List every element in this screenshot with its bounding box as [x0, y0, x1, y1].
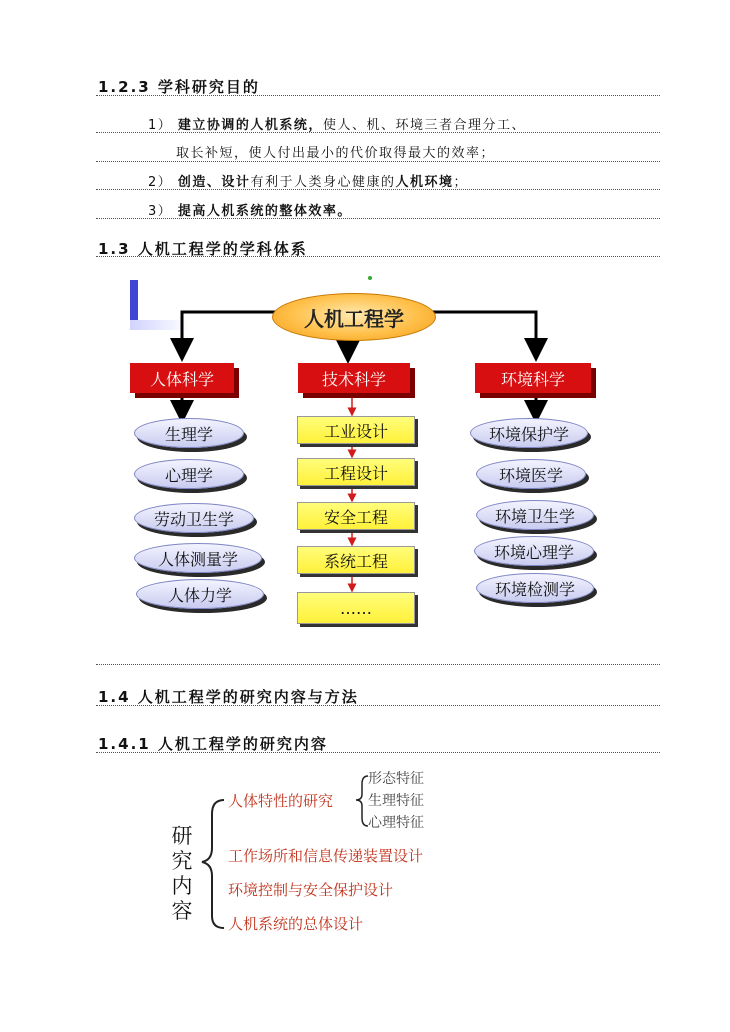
- right-item: 环境医学: [476, 459, 586, 489]
- category-environment-science: 环境科学: [475, 363, 591, 393]
- label-char: 研: [171, 824, 193, 848]
- left-item: 人体测量学: [134, 543, 262, 573]
- list-item-goal-1: [148, 114, 526, 133]
- research-content-label: [170, 824, 194, 924]
- label-char: 容: [171, 899, 193, 923]
- item-bold-text: 人机环境: [395, 175, 454, 190]
- middle-item: 工业设计: [297, 416, 415, 444]
- list-item-goal-1-cont: 取长补短，使人付出最小的代价取得最大的效率；: [176, 146, 496, 161]
- dotted-rule: [96, 218, 660, 219]
- list-item-goal-3: [148, 200, 352, 219]
- item-text: 有利于人类身心健康的: [250, 175, 396, 190]
- item-number: 3）: [148, 204, 173, 219]
- research-item-system: 人机系统的总体设计: [228, 915, 364, 933]
- research-item-environment: 环境控制与安全保护设计: [228, 881, 394, 899]
- left-item: 生理学: [134, 418, 244, 448]
- section-heading-1-4-1: 1.4.1 人机工程学的研究内容: [98, 735, 328, 753]
- item-text: 使人、机、环境三者合理分工、: [322, 118, 526, 133]
- item-bold-text: 建立协调的人机系统，: [177, 118, 323, 133]
- section-heading-1-2-3: 1.2.3 学科研究目的: [98, 78, 260, 96]
- right-item: 环境卫生学: [476, 500, 594, 530]
- sub-item-morphology: 形态特征: [368, 771, 424, 787]
- dotted-rule: [96, 161, 660, 162]
- right-item: 环境检测学: [476, 573, 594, 603]
- left-item: 心理学: [134, 459, 244, 489]
- dotted-rule: [96, 95, 660, 96]
- item-text: ；: [453, 175, 468, 190]
- dotted-rule: [96, 256, 660, 257]
- research-item-human-traits: 人体特性的研究: [228, 792, 334, 810]
- dotted-rule: [96, 132, 660, 133]
- left-item: 劳动卫生学: [134, 503, 254, 533]
- section-heading-1-4: 1.4 人机工程学的研究内容与方法: [98, 688, 359, 706]
- section-heading-1-3: 1.3 人机工程学的学科体系: [98, 240, 308, 258]
- dotted-rule: [96, 189, 660, 190]
- diagram-root-node: 人机工程学: [272, 293, 436, 341]
- list-item-goal-2: [148, 171, 468, 190]
- dotted-rule: [96, 752, 660, 753]
- dotted-rule: [96, 664, 660, 665]
- sub-item-psychology: 心理特征: [368, 815, 424, 831]
- research-item-workplace: 工作场所和信息传递装置设计: [228, 847, 424, 865]
- middle-item: 安全工程: [297, 502, 415, 530]
- item-bold-text: 创造、设计: [177, 175, 251, 190]
- item-number: 2）: [148, 175, 173, 190]
- label-char: 究: [171, 849, 193, 873]
- category-human-science: 人体科学: [130, 363, 234, 393]
- sub-item-physiology: 生理特征: [368, 793, 424, 809]
- middle-item: 工程设计: [297, 458, 415, 486]
- middle-item: ……: [297, 592, 415, 624]
- dotted-rule: [96, 705, 660, 706]
- item-number: 1）: [148, 118, 173, 133]
- left-item: 人体力学: [136, 579, 264, 609]
- label-char: 内: [171, 874, 193, 898]
- middle-item: 系统工程: [297, 546, 415, 574]
- discipline-system-diagram: [130, 270, 605, 638]
- right-item: 环境心理学: [474, 536, 594, 566]
- anchor-dot: [368, 276, 372, 280]
- right-item: 环境保护学: [470, 418, 588, 448]
- item-bold-text: 提高人机系统的整体效率。: [177, 204, 352, 219]
- category-technical-science: 技术科学: [298, 363, 410, 393]
